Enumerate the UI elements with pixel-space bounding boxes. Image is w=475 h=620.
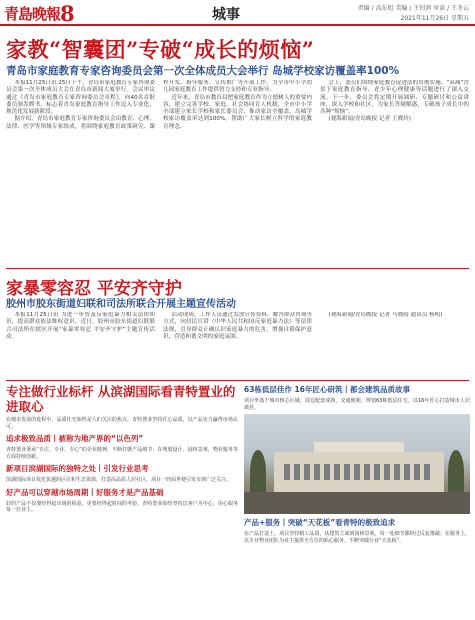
article4-body: 项目坐落于城市核心区域，周边配套成熟，交通便利，规划63栋低层住宅，以16年匠心打造城市人居典范。 (244, 398, 470, 411)
article4-headline: 63栋低层佳作 16年匠心研筑丨都会建筑品质故事 (244, 385, 410, 394)
article1-paragraph: 近年来，青岛市教育局把家庭教育作为立德树人的重要内容，建立完善学校、家庭、社会协同育人机制，全市中小学全部建立家长学校和家长委员会，推动家访全覆盖，岛城学校家访覆盖率达到100%，帮助广大家长树立科学的家庭教育理念。 (163, 94, 312, 130)
article1-body (6, 80, 469, 206)
masthead (0, 0, 475, 26)
article3-headline: 专注做行业标杆 从滨湖国际看青特置业的进取心 (6, 384, 236, 414)
article2-paragraph: 本报11月25日讯 为进一步普及反家庭暴力相关法律知识，提高群众依法维权意识，近日，胶州市胶东街道妇联联合司法所在辖区开展“家暴零容忍 平安齐守护”主题宣传活动。 (6, 312, 155, 340)
article2-body (6, 312, 469, 378)
article1-headline: 家教“智囊团”专破“成长的烦恼” (6, 37, 315, 62)
article3-body: 滨湖国际项目依托优越的区位和生态资源，打造高品质人居社区，项目一经面世便引发市场广泛关注。 (6, 477, 232, 483)
article3-body: 青特置业秉承“专注、专业、专心”的企业精神，不断打磨产品细节，在规划设计、园林景观、物业服务等方面持续创新。 (6, 447, 238, 460)
article2-subheadline: 胶州市胶东街道妇联和司法所联合开展主题宣传活动 (6, 299, 236, 310)
section-divider (6, 380, 469, 381)
article3-subhead: 追求极致品质丨被称为地产界的“以色列” (6, 434, 144, 443)
section-divider (6, 268, 469, 269)
article1-paragraph: 会上，委员们围绕家庭教育促进法的贯彻实施、“双减”背景下家庭教育指导、青少年心理健康等话题进行了深入交流。下一步，委员会将定期开展调研、专题研讨和公益讲座，深入学校和社区，为家长答疑解惑，专破孩子成长中的各种“烦恼”。 (320, 80, 469, 116)
building-windows (284, 464, 434, 480)
page-number: 8 (60, 1, 75, 26)
article1-subheadline: 青岛市家庭教育专家咨询委员会第一次全体成员大会举行 岛城学校家访覆盖率100% (6, 65, 400, 77)
section-title: 城事 (212, 7, 240, 23)
article2-byline: (观海新闻/青岛晚报 记者 马晓雨 通讯员 杨明) (328, 312, 443, 318)
tree-shape (448, 450, 464, 494)
article4-body: 在产品打造上，项目坚持精工品质，从建筑立面到园林景观，每一处细节都经过反复推敲；在服务上，以专业物业团队为业主提供全方位的贴心服务，不断突破行业“天花板”。 (244, 531, 470, 544)
article1-paragraph: 据介绍，青岛市家庭教育专家咨询委员会由教育、心理、法律、医学等领域专家组成，将围绕家庭教育政策研究、课程开发、指导服务、宣传推广等开展工作，为全市中小学幼儿园家庭教育工作提供智力支持和专业指导。 (6, 80, 312, 130)
article3-subhead: 好产品可以穿越市场周期丨好服务才是产品基础 (6, 487, 164, 497)
issue-date: 2021年11月26日 星期五 (400, 15, 469, 22)
article1-byline: (观海新闻/青岛晚报 记者 王晓玲) (328, 116, 411, 123)
article3-body: 好的产品不仅要经得起市场的检验，更要经得起时间的考验。青特置业始终坚持以客户为中心，用心服务每一位业主。 (6, 500, 238, 513)
editor-credits: 责编 / 高东旭 美编 / 王钊鸿 审读 / 王冬云 (357, 5, 469, 12)
article4 (244, 384, 470, 544)
article2-paragraph: 活动现场，工作人员通过发放宣传资料、解答群众咨询等方式，向居民宣讲《中华人民共和国反家庭暴力法》等法律法规，引导群众正确认识家庭暴力的危害，增强自我保护意识，营造和谐文明的家庭氛围。 (163, 312, 312, 340)
ground-shape (244, 492, 470, 514)
article3-subhead: 新项目滨湖国际的独特之处丨引发行业思考 (6, 464, 149, 473)
article3 (6, 384, 238, 514)
article2-headline: 家暴零容忍 平安齐守护 (6, 279, 182, 299)
tree-shape (250, 450, 266, 494)
article1-paragraph: 本报11月25日讯 25日下午，青岛市家庭教育专家咨询委员会第一次全体成员大会在青岛市新闻大厦举行。会议审议通过《青岛市家庭教育专家咨询委员会章程》，向40名首批委员颁发聘书，标志着青岛家庭教育指导工作迈入专业化、规范化发展新阶段。 (6, 80, 155, 116)
building-photo (244, 414, 470, 514)
article3-intro: 在城市发展的进程中，品质住宅始终是人们关注的焦点。青特置业坚持匠心品质，以产品实力赢得市场认可。 (6, 417, 238, 430)
article4-subhead: 产品+服务丨突破“天花板”看青特的极致追求 (244, 518, 396, 527)
newspaper-logo: 青島晚報 (4, 5, 61, 23)
